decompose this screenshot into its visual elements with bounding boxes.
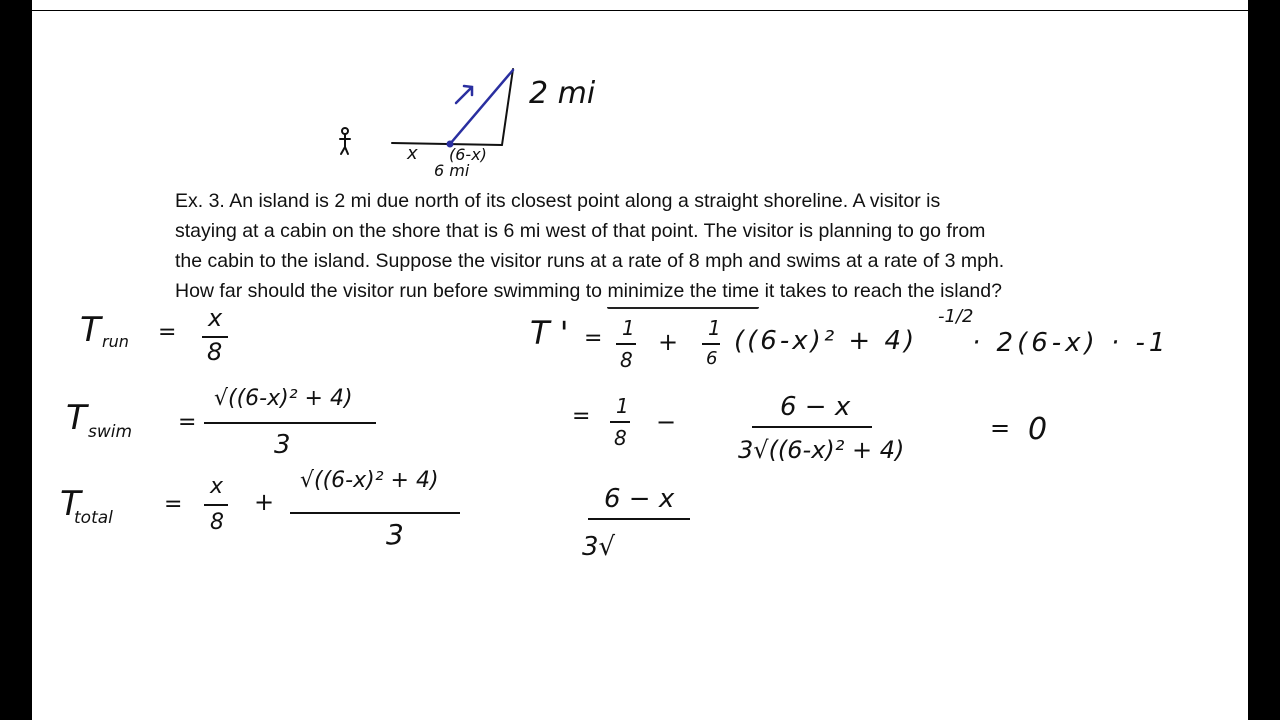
fraction-bar	[702, 343, 720, 345]
t-run-numerator: x	[208, 304, 223, 332]
derivative-a-denominator: 8	[620, 348, 633, 372]
t-run-symbol: T	[80, 310, 101, 350]
t-swim-symbol: T	[66, 398, 87, 438]
t-run-subscript: run	[102, 332, 129, 351]
t-run-denominator: 8	[207, 338, 223, 366]
whiteboard-page	[32, 0, 1248, 720]
minus-sign: −	[656, 408, 677, 436]
problem-line: the cabin to the island. Suppose the visitor runs at a rate of 8 mph and swims at a rate of 3 mph.	[175, 250, 1005, 272]
t-total-term1-denominator: 8	[210, 510, 224, 535]
fraction-bar	[752, 426, 872, 428]
t-swim-numerator: √((6-x)² + 4)	[214, 386, 353, 411]
simplified-denominator: 3√((6-x)² + 4)	[738, 436, 905, 464]
equals-sign: =	[584, 326, 603, 351]
fraction-bar	[204, 422, 376, 424]
simplified-numerator: 6 − x	[780, 392, 851, 422]
problem-question	[175, 276, 1135, 309]
right-letterbox	[1248, 0, 1280, 720]
question-text: How far should the visitor run before swimming to	[175, 280, 608, 302]
fraction-bar	[610, 421, 630, 423]
plus-sign: +	[254, 488, 275, 516]
t-total-term1-numerator: x	[210, 474, 224, 499]
t-total-subscript: total	[74, 508, 113, 528]
simplified-a-numerator: 1	[616, 394, 629, 418]
equals-sign: =	[990, 414, 1011, 442]
underlined-phrase: minimize the time	[607, 276, 759, 309]
total-distance-label: 6 mi	[434, 161, 470, 180]
equals-sign: =	[178, 410, 197, 435]
problem-line: staying at a cabin on the shore that is 6 mi west of that point. The visitor is planning to go from	[175, 220, 986, 242]
problem-line: Ex. 3. An island is 2 mi due north of its closest point along a straight shoreline. A visitor is	[175, 190, 941, 212]
derivative-b-denominator: 6	[706, 348, 718, 369]
zero-value: 0	[1028, 412, 1048, 447]
fraction-bar	[204, 504, 228, 506]
question-text-end: it takes to reach the island?	[759, 280, 1002, 302]
t-total-term2-denominator: 3	[386, 518, 404, 551]
fraction-bar	[616, 343, 636, 345]
derivative-exponent: -1/2	[938, 306, 974, 327]
t-total-term2-numerator: √((6-x)² + 4)	[300, 468, 439, 493]
partial-denominator: 3√	[582, 532, 616, 562]
plus-sign: +	[658, 328, 679, 356]
t-prime-symbol: T '	[530, 314, 569, 352]
derivative-chain-factor: · 2(6-x) · -1	[972, 328, 1170, 358]
equals-sign: =	[158, 320, 177, 345]
equals-sign: =	[164, 492, 183, 517]
left-letterbox	[0, 0, 32, 720]
derivative-b-numerator: 1	[708, 316, 721, 340]
derivative-a-numerator: 1	[622, 316, 635, 340]
t-swim-denominator: 3	[274, 430, 291, 460]
fraction-bar	[588, 518, 690, 520]
person-icon	[340, 128, 350, 154]
fraction-bar	[290, 512, 460, 514]
t-total-symbol: T	[60, 484, 81, 524]
swim-base-label: (6-x)	[449, 145, 487, 164]
simplified-a-denominator: 8	[614, 426, 627, 450]
run-label: x	[407, 143, 418, 164]
derivative-body: ((6-x)² + 4)	[734, 326, 918, 356]
partial-numerator: 6 − x	[604, 484, 675, 514]
height-label: 2 mi	[529, 76, 596, 111]
problem-statement	[175, 186, 1135, 309]
equals-sign: =	[572, 404, 591, 429]
t-swim-subscript: swim	[88, 422, 133, 442]
